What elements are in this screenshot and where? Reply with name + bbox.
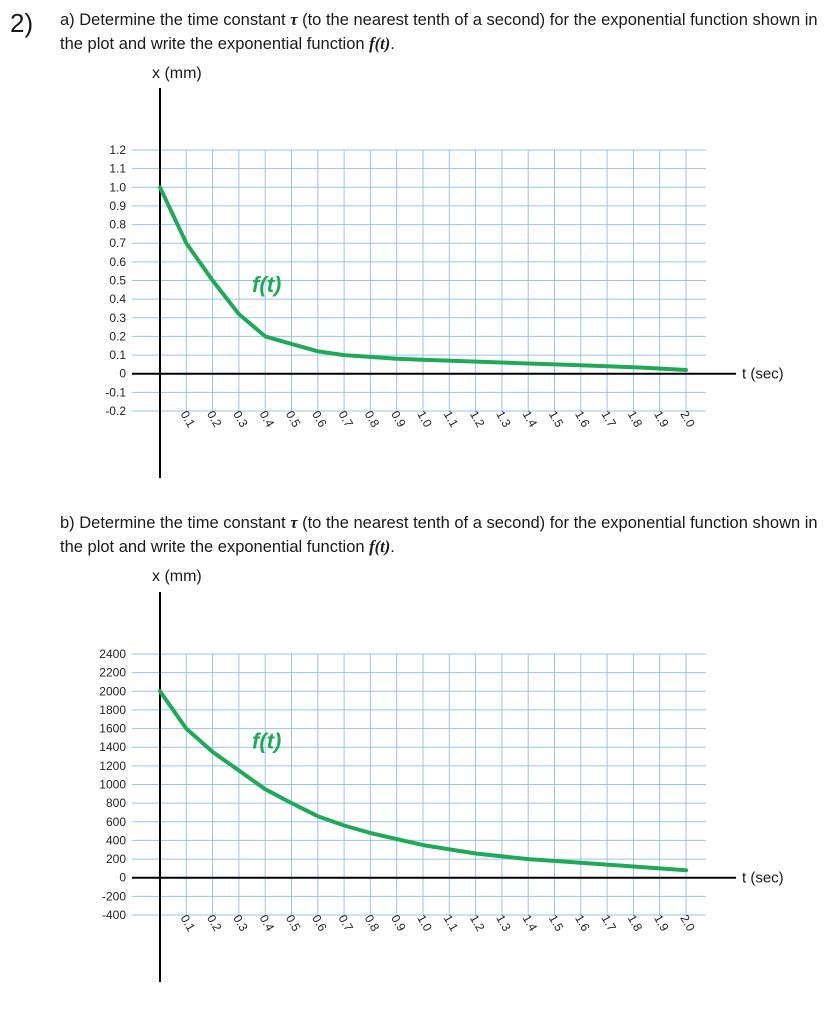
y-tick-label: 2400 bbox=[99, 647, 126, 661]
y-tick-label: 400 bbox=[105, 833, 126, 848]
x-tick-label: 0.9 bbox=[388, 408, 409, 430]
part-a-text-1: a) Determine the time constant bbox=[60, 11, 291, 29]
x-tick-label: 0.8 bbox=[361, 408, 383, 430]
x-tick-label: 0.4 bbox=[256, 912, 278, 934]
x-tick-label: 1.0 bbox=[414, 408, 435, 430]
y-tick-label: 1.0 bbox=[109, 180, 126, 195]
y-tick-label: -400 bbox=[101, 908, 126, 922]
part-a-prompt bbox=[60, 8, 820, 56]
x-tick-label: 1.9 bbox=[651, 408, 672, 430]
y-tick-label: 1.2 bbox=[109, 143, 126, 157]
y-tick-label: 0.5 bbox=[109, 273, 126, 288]
part-b-text-1: b) Determine the time constant bbox=[60, 514, 291, 532]
part-b-prompt bbox=[60, 511, 820, 559]
y-tick-label: -0.2 bbox=[105, 404, 126, 418]
y-tick-label: 1200 bbox=[99, 758, 126, 773]
part-b-text-3: . bbox=[390, 538, 395, 556]
y-tick-label: 0.1 bbox=[109, 348, 126, 363]
y-tick-label: 0.8 bbox=[109, 217, 126, 232]
y-tick-label: 0 bbox=[119, 870, 126, 885]
y-tick-label: 0 bbox=[119, 366, 126, 381]
x-tick-label: 1.6 bbox=[572, 408, 593, 430]
y-tick-label: 1000 bbox=[99, 777, 126, 792]
x-tick-label: 1.2 bbox=[467, 408, 488, 430]
x-tick-label: 2.0 bbox=[677, 912, 698, 934]
part-b-tau: τ bbox=[290, 513, 298, 532]
y-tick-label: 0.3 bbox=[109, 310, 126, 325]
y-tick-label: 2000 bbox=[99, 684, 126, 699]
x-tick-label: 1.3 bbox=[493, 408, 514, 430]
x-tick-label: 0.3 bbox=[230, 408, 251, 430]
x-tick-label: 0.7 bbox=[335, 408, 356, 430]
x-tick-label: 0.1 bbox=[177, 912, 199, 934]
x-tick-label: 1.8 bbox=[624, 408, 646, 430]
x-tick-label: 1.0 bbox=[414, 912, 435, 934]
part-b-func: f(t) bbox=[369, 537, 391, 556]
x-tick-label: 0.5 bbox=[282, 408, 304, 430]
x-tick-label: 0.9 bbox=[388, 912, 409, 934]
chart-b bbox=[0, 584, 838, 1014]
x-tick-label: 0.6 bbox=[309, 912, 330, 934]
x-tick-label: 1.4 bbox=[519, 408, 541, 430]
x-tick-label: 0.2 bbox=[204, 912, 225, 934]
curve-label: f(t) bbox=[252, 728, 282, 754]
x-tick-label: 0.1 bbox=[177, 408, 199, 430]
y-tick-label: 0.4 bbox=[109, 292, 126, 307]
x-tick-label: 0.2 bbox=[204, 408, 225, 430]
x-tick-label: 1.5 bbox=[545, 408, 567, 430]
x-tick-label: 1.5 bbox=[545, 912, 567, 934]
x-tick-label: 0.7 bbox=[335, 912, 356, 934]
x-tick-label: 0.8 bbox=[361, 912, 383, 934]
part-b-text-2: (to the nearest tenth of a second) for the exponential function shown in the plot and write the exponential function bbox=[60, 514, 818, 556]
y-tick-label: 0.7 bbox=[109, 236, 126, 251]
y-tick-label: 1600 bbox=[99, 721, 126, 736]
chart-a bbox=[0, 80, 838, 510]
y-tick-label: 1800 bbox=[99, 702, 126, 717]
x-tick-label: 1.8 bbox=[624, 912, 646, 934]
y-tick-label: 600 bbox=[105, 814, 126, 829]
x-tick-label: 0.5 bbox=[282, 912, 304, 934]
chart-a-ylabel: x (mm) bbox=[152, 65, 202, 82]
y-tick-label: 200 bbox=[105, 852, 126, 867]
x-tick-label: 2.0 bbox=[677, 408, 698, 430]
y-tick-label: 1400 bbox=[99, 740, 126, 755]
y-tick-label: -0.1 bbox=[105, 385, 126, 400]
x-tick-label: 1.7 bbox=[598, 408, 619, 430]
x-tick-label: 1.2 bbox=[467, 912, 488, 934]
x-tick-label: 1.1 bbox=[440, 408, 462, 430]
x-axis-label: t (sec) bbox=[742, 869, 784, 887]
x-tick-label: 1.6 bbox=[572, 912, 593, 934]
x-tick-label: 1.9 bbox=[651, 912, 672, 934]
x-tick-label: 1.3 bbox=[493, 912, 514, 934]
y-tick-label: 1.1 bbox=[109, 161, 126, 176]
y-tick-label: -200 bbox=[101, 889, 126, 904]
chart-b-ylabel: x (mm) bbox=[152, 568, 202, 585]
y-tick-label: 0.2 bbox=[109, 329, 126, 344]
part-a-text-2: (to the nearest tenth of a second) for the exponential function shown in the plot and write the exponential function bbox=[60, 11, 818, 53]
part-a-func: f(t) bbox=[369, 34, 391, 53]
y-tick-label: 0.6 bbox=[109, 254, 126, 269]
x-tick-label: 0.4 bbox=[256, 408, 278, 430]
curve-label: f(t) bbox=[252, 272, 282, 298]
question-number: 2) bbox=[10, 8, 34, 38]
x-tick-label: 0.6 bbox=[309, 408, 330, 430]
y-tick-label: 800 bbox=[105, 796, 126, 811]
x-tick-label: 1.4 bbox=[519, 912, 541, 934]
x-tick-label: 0.3 bbox=[230, 912, 251, 934]
y-tick-label: 0.9 bbox=[109, 198, 126, 213]
x-tick-label: 1.1 bbox=[440, 912, 462, 934]
y-tick-label: 2200 bbox=[99, 665, 126, 680]
x-tick-label: 1.7 bbox=[598, 912, 619, 934]
part-a-text-3: . bbox=[390, 35, 395, 53]
x-axis-label: t (sec) bbox=[742, 365, 784, 383]
part-a-tau: τ bbox=[290, 10, 298, 29]
